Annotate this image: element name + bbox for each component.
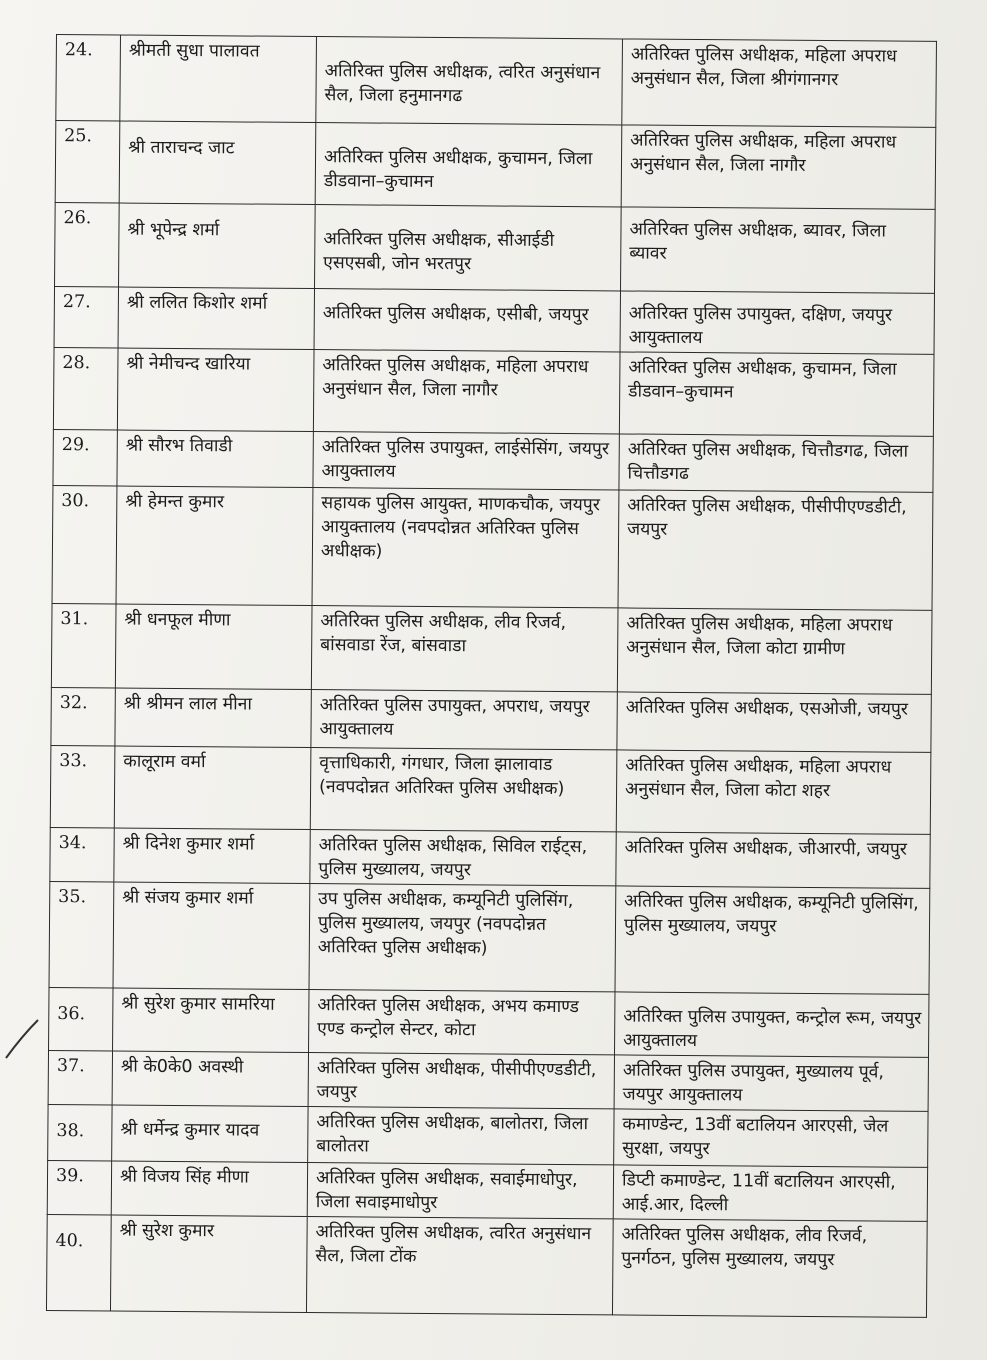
- current-posting: अतिरिक्त पुलिस अधीक्षक, एसीबी, जयपुर: [314, 289, 620, 352]
- current-posting: अतिरिक्त पुलिस अधीक्षक, बालोतरा, जिला बालोतरा: [308, 1107, 614, 1165]
- new-posting: अतिरिक्त पुलिस अधीक्षक, चित्तौडगढ, जिला चित्तौडगढ: [619, 434, 933, 492]
- table-row: [51, 687, 931, 752]
- officer-name: श्रीमती सुधा पालावत: [120, 35, 317, 123]
- serial-number: 37.: [48, 1050, 112, 1105]
- current-posting: अतिरिक्त पुलिस उपायुक्त, लाईसेसिंग, जयपुर आयुक्तालय: [313, 432, 619, 490]
- pen-mark: [2, 1018, 42, 1062]
- officer-name: श्री संजय कुमार शर्मा: [113, 882, 310, 990]
- new-posting: कमाण्डेन्ट, 13वीं बटालियन आरएसी, जेल सुरक्षा, जयपुर: [614, 1109, 928, 1167]
- serial-number: 39.: [47, 1160, 111, 1215]
- officer-name: श्री धर्मेन्द्र कुमार यादव: [112, 1105, 308, 1163]
- current-posting: सहायक पुलिस आयुक्त, माणकचौक, जयपुर आयुक्तालय (नवपदोन्नत अतिरिक्त पुलिस अधीक्षक): [312, 488, 619, 608]
- current-posting: वृत्ताधिकारी, गंगधार, जिला झालावाड (नवपदोन्नत अतिरिक्त पुलिस अधीक्षक): [310, 748, 617, 832]
- table-row: [55, 202, 936, 293]
- table-row: [56, 35, 937, 128]
- serial-number: 34.: [50, 827, 114, 882]
- table-row: [50, 827, 930, 888]
- current-posting: उप पुलिस अधीक्षक, कम्यूनिटी पुलिसिंग, पुलिस मुख्यालय, जयपुर (नवपदोन्नत अतिरिक्त पुलिस अधीक्षक): [309, 884, 616, 992]
- new-posting: अतिरिक्त पुलिस अधीक्षक, कम्यूनिटी पुलिसिंग, पुलिस मुख्यालय, जयपुर: [615, 886, 930, 994]
- table-row: [53, 347, 934, 436]
- new-posting: अतिरिक्त पुलिस अधीक्षक, महिला अपराध अनुसंधान सैल, जिला श्रीगंगानगर: [622, 39, 937, 127]
- serial-number: 40.: [46, 1214, 111, 1310]
- serial-number: 26.: [55, 202, 120, 287]
- table-row: [49, 987, 929, 1057]
- serial-number: 27.: [54, 286, 118, 348]
- officer-name: कालूराम वर्मा: [114, 746, 311, 830]
- serial-number: 32.: [51, 687, 115, 746]
- new-posting: अतिरिक्त पुलिस अधीक्षक, महिला अपराध अनुसंधान सैल, जिला कोटा शहर: [616, 750, 931, 834]
- new-posting: अतिरिक्त पुलिस अधीक्षक, महिला अपराध अनुसंधान सैल, जिला नागौर: [621, 125, 936, 209]
- new-posting: अतिरिक्त पुलिस उपायुक्त, मुख्यालय पूर्व, जयपुर आयुक्तालय: [614, 1055, 928, 1111]
- new-posting: अतिरिक्त पुलिस अधीक्षक, एसओजी, जयपुर: [617, 692, 931, 752]
- serial-number: 28.: [53, 347, 118, 430]
- table-row: [48, 1050, 928, 1111]
- table-row: [53, 429, 933, 492]
- new-posting: अतिरिक्त पुलिस अधीक्षक, ब्यावर, जिला ब्यावर: [620, 207, 935, 293]
- serial-number: 25.: [55, 121, 120, 204]
- officer-name: श्री सुरेश कुमार: [110, 1215, 307, 1313]
- table-row: [47, 1160, 927, 1221]
- table-row: [46, 1214, 927, 1317]
- serial-number: 30.: [52, 485, 117, 603]
- current-posting: अतिरिक्त पुलिस अधीक्षक, त्वरित अनुसंधान सैल, जिला टोंक: [306, 1217, 613, 1315]
- officer-name: श्री नेमीचन्द खारिया: [117, 348, 314, 432]
- serial-number: 29.: [53, 429, 117, 486]
- new-posting: अतिरिक्त पुलिस अधीक्षक, जीआरपी, जयपुर: [616, 832, 930, 888]
- officer-name: श्री दिनेश कुमार शर्मा: [114, 828, 310, 884]
- table-row: [51, 603, 932, 694]
- table-row: [52, 485, 933, 610]
- officer-name: श्री भूपेन्द्र शर्मा: [119, 203, 316, 289]
- serial-number: 31.: [51, 603, 116, 688]
- current-posting: अतिरिक्त पुलिस उपायुक्त, अपराध, जयपुर आयुक्तालय: [311, 690, 617, 750]
- current-posting: अतिरिक्त पुलिस अधीक्षक, लीव रिजर्व, बांसवाडा रेंज, बांसवाडा: [311, 606, 618, 692]
- table-row: [48, 1104, 928, 1167]
- officer-name: श्री धनफूल मीणा: [115, 604, 312, 690]
- current-posting: अतिरिक्त पुलिस अधीक्षक, कुचामन, जिला डीडवाना–कुचामन: [315, 123, 622, 207]
- current-posting: अतिरिक्त पुलिस अधीक्षक, पीसीपीएण्डडीटी, जयपुर: [308, 1053, 614, 1109]
- new-posting: अतिरिक्त पुलिस अधीक्षक, कुचामन, जिला डीडवान–कुचामन: [619, 352, 934, 436]
- officer-name: श्री विजय सिंह मीणा: [111, 1161, 307, 1217]
- table-row: [54, 286, 934, 354]
- transfer-table: [46, 34, 937, 1318]
- table-row: [49, 881, 930, 994]
- officer-name: श्री ताराचन्द जाट: [119, 121, 316, 205]
- new-posting: अतिरिक्त पुलिस उपायुक्त, कन्ट्रोल रूम, जयपुर आयुक्तालय: [614, 992, 928, 1057]
- officer-name: श्री के0के0 अवस्थी: [112, 1051, 308, 1107]
- new-posting: अतिरिक्त पुलिस अधीक्षक, लीव रिजर्व, पुनर्गठन, पुलिस मुख्यालय, जयपुर: [612, 1219, 927, 1317]
- current-posting: अतिरिक्त पुलिस अधीक्षक, सीआईडी एसएसबी, जोन भरतपुर: [315, 205, 622, 291]
- current-posting: अतिरिक्त पुलिस अधीक्षक, अभय कमाण्ड एण्ड कन्ट्रोल सेन्टर, कोटा: [309, 990, 615, 1055]
- officer-name: श्री श्रीमन लाल मीना: [115, 688, 311, 748]
- officer-name: श्री सौरभ तिवाडी: [117, 430, 313, 488]
- new-posting: अतिरिक्त पुलिस अधीक्षक, पीसीपीएण्डडीटी, जयपुर: [618, 490, 933, 610]
- current-posting: अतिरिक्त पुलिस अधीक्षक, सिविल राईट्स, पुलिस मुख्यालय, जयपुर: [310, 830, 616, 886]
- officer-name: श्री हेमन्त कुमार: [116, 486, 313, 606]
- table-row: [50, 745, 931, 834]
- serial-number: 35.: [49, 881, 114, 987]
- serial-number: 36.: [49, 987, 113, 1051]
- new-posting: डिप्टी कमाण्डेन्ट, 11वीं बटालियन आरएसी, आई.आर, दिल्ली: [613, 1165, 927, 1221]
- table-row: [55, 121, 936, 210]
- serial-number: 33.: [50, 745, 115, 828]
- new-posting: अतिरिक्त पुलिस उपायुक्त, दक्षिण, जयपुर आयुक्तालय: [620, 291, 934, 354]
- current-posting: अतिरिक्त पुलिस अधीक्षक, महिला अपराध अनुसंधान सैल, जिला नागौर: [313, 350, 620, 434]
- new-posting: अतिरिक्त पुलिस अधीक्षक, महिला अपराध अनुसंधान सैल, जिला कोटा ग्रामीण: [617, 608, 932, 694]
- current-posting: अतिरिक्त पुलिस अधीक्षक, सवाईमाधोपुर, जिला सवाइमाधोपुर: [307, 1163, 613, 1219]
- officer-name: श्री ललित किशोर शर्मा: [118, 287, 314, 350]
- current-posting: अतिरिक्त पुलिस अधीक्षक, त्वरित अनुसंधान सैल, जिला हनुमानगढ: [316, 37, 623, 125]
- serial-number: 24.: [56, 35, 121, 122]
- serial-number: 38.: [48, 1104, 112, 1161]
- officer-name: श्री सुरेश कुमार सामरिया: [113, 988, 309, 1053]
